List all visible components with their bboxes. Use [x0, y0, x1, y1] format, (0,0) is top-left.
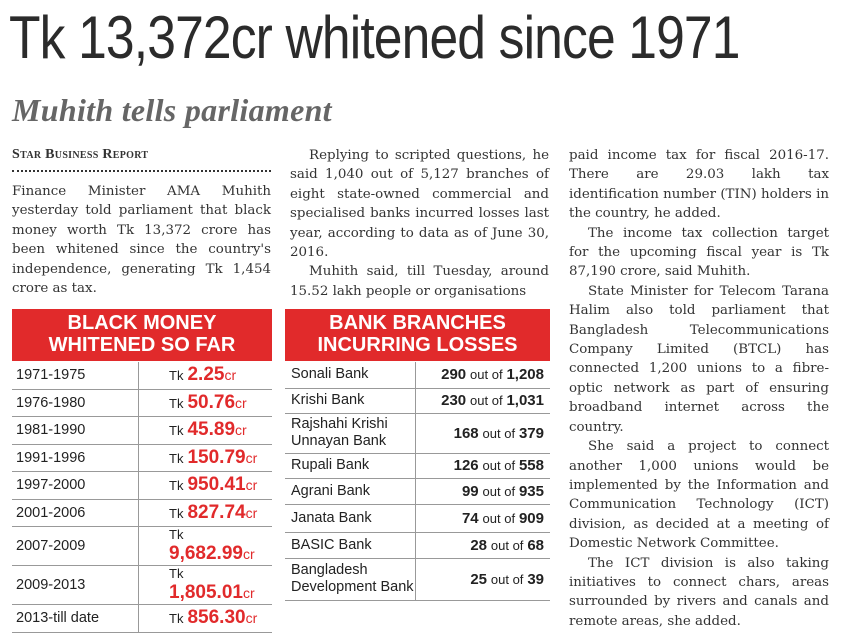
bank-name-cell: Janata Bank [285, 504, 416, 532]
table-row [285, 388, 550, 413]
unit-label: cr [245, 477, 258, 494]
black-money-table-title [12, 309, 272, 361]
total-count: 909 [518, 509, 544, 527]
currency-label: Tk [169, 527, 184, 542]
out-of-label: out of [482, 458, 516, 473]
table-row [285, 504, 550, 532]
bank-name-cell: BASIC Bank [285, 532, 416, 558]
currency-label: Tk [169, 423, 184, 439]
table-row [12, 389, 272, 417]
loss-count: 25 [470, 570, 487, 588]
unit-label: cr [245, 610, 258, 627]
paragraph: Muhith said, till Tuesday, around 15.52 lakh people or organisations [290, 264, 549, 299]
paragraph: She said a project to connect another 1,000 unions would be implemented by the Information and Communication Technology (ICT) division, as decided at a meeting of Domestic Network Committee. [569, 439, 829, 552]
amount-cell [139, 417, 273, 445]
out-of-label: out of [470, 367, 503, 383]
table-row [12, 472, 272, 500]
loss-cell [416, 388, 551, 413]
loss-cell [416, 362, 551, 388]
article-column-3 [569, 146, 829, 631]
total-count: 379 [518, 424, 544, 442]
byline: Star Business Report [12, 147, 149, 162]
currency-label: Tk [169, 611, 184, 627]
paragraph: The ICT division is also taking initiatives to connect chars, areas surrounded by rivers and canals and remote areas, she added. [569, 555, 829, 629]
paragraph: The income tax collection target for the upcoming fiscal year is Tk 87,190 crore, said Muhith. [569, 225, 829, 280]
out-of-label: out of [490, 537, 524, 553]
loss-cell [416, 532, 551, 558]
unit-label: cr [235, 422, 247, 439]
table-row [12, 444, 272, 472]
total-count: 39 [527, 570, 544, 588]
table-row [285, 478, 550, 504]
period-cell: 1971-1975 [12, 362, 139, 389]
amount-cell [139, 362, 273, 389]
black-money-table [12, 362, 272, 633]
amount-value: 1,805.01 [169, 582, 243, 603]
dotted-divider [12, 170, 271, 172]
article-column-2 [290, 146, 549, 301]
headline: Tk 13,372cr whitened since 1971 [9, 4, 740, 71]
title-line: BANK BRANCHES [329, 312, 506, 334]
period-cell: 1991-1996 [12, 444, 139, 472]
total-count: 1,208 [506, 366, 544, 384]
bank-name-cell: Bangladesh Development Bank [285, 558, 416, 600]
currency-label: Tk [169, 450, 184, 466]
bank-name-cell: Rajshahi Krishi Unnayan Bank [285, 413, 416, 453]
paragraph: Finance Minister AMA Muhith yesterday told parliament that black money worth Tk 13,372 crore has been whitened since the country's independence, generating Tk 1,454 crore as tax. [12, 184, 271, 297]
table-row [12, 605, 272, 633]
total-count: 1,031 [506, 392, 544, 409]
amount-cell [139, 566, 273, 605]
period-cell: 2007-2009 [12, 527, 139, 566]
unit-label: cr [245, 504, 258, 521]
table-row [285, 532, 550, 558]
loss-count: 126 [453, 457, 479, 474]
currency-label: Tk [169, 566, 184, 581]
table-row [285, 453, 550, 478]
period-cell: 1997-2000 [12, 472, 139, 500]
loss-count: 168 [453, 424, 479, 442]
title-line: INCURRING LOSSES [317, 334, 518, 356]
amount-cell [139, 444, 273, 472]
loss-cell [416, 413, 551, 453]
bank-name-cell: Krishi Bank [285, 388, 416, 413]
amount-value: 45.89 [187, 419, 236, 441]
bank-name-cell: Sonali Bank [285, 362, 416, 388]
table-row [12, 362, 272, 389]
amount-value: 150.79 [187, 446, 246, 468]
loss-cell [416, 453, 551, 478]
period-cell: 2013-till date [12, 605, 139, 633]
paragraph: paid income tax for fiscal 2016-17. There are 29.03 lakh tax identification number (TIN) holders in the country, he added. [569, 148, 829, 222]
out-of-label: out of [482, 483, 516, 499]
loss-count: 99 [461, 482, 479, 500]
title-line: WHITENED SO FAR [48, 334, 236, 356]
currency-label: Tk [169, 505, 184, 521]
amount-value: 9,682.99 [169, 543, 243, 564]
amount-cell [139, 499, 273, 527]
table-row [285, 413, 550, 453]
table-row [285, 362, 550, 388]
loss-cell [416, 558, 551, 600]
subheadline: Muhith tells parliament [12, 92, 332, 128]
unit-label: cr [235, 394, 247, 411]
out-of-label: out of [470, 393, 503, 408]
amount-cell [139, 605, 273, 633]
total-count: 935 [518, 482, 544, 500]
currency-label: Tk [169, 395, 184, 411]
out-of-label: out of [490, 571, 524, 587]
loss-cell [416, 478, 551, 504]
period-cell: 1976-1980 [12, 389, 139, 417]
loss-count: 74 [461, 509, 479, 527]
amount-cell [139, 389, 273, 417]
unit-label: cr [242, 546, 255, 562]
paragraph: Replying to scripted questions, he said 1,040 out of 5,127 branches of eight state-owned commercial and specialised banks incurred losses last year, according to data as of June 30, 2016. [290, 148, 549, 261]
paragraph: State Minister for Telecom Tarana Halim also told parliament that Bangladesh Telecommunications Company Limited (BTCL) has connected 1,200 unions to a fibre-optic network as part of ensuring broadband internet across the country. [569, 283, 829, 435]
amount-cell [139, 527, 273, 566]
loss-count: 230 [441, 392, 467, 409]
unit-label: cr [224, 367, 237, 384]
amount-value: 2.25 [187, 364, 225, 386]
amount-value: 827.74 [187, 501, 246, 523]
total-count: 558 [518, 457, 544, 474]
article-column-1 [12, 182, 271, 298]
currency-label: Tk [169, 478, 184, 494]
bank-losses-table [285, 362, 550, 601]
loss-cell [416, 504, 551, 532]
table-row [12, 417, 272, 445]
amount-cell [139, 472, 273, 500]
table-row [12, 527, 272, 566]
table-row [12, 499, 272, 527]
total-count: 68 [527, 536, 544, 554]
loss-count: 28 [470, 536, 487, 554]
amount-value: 50.76 [187, 391, 236, 413]
loss-count: 290 [441, 366, 467, 384]
bank-name-cell: Agrani Bank [285, 478, 416, 504]
out-of-label: out of [482, 510, 516, 526]
period-cell: 2009-2013 [12, 566, 139, 605]
bank-losses-table-title [285, 309, 550, 361]
unit-label: cr [242, 585, 255, 601]
amount-value: 856.30 [187, 607, 246, 629]
amount-value: 950.41 [187, 474, 246, 496]
period-cell: 1981-1990 [12, 417, 139, 445]
out-of-label: out of [482, 425, 516, 441]
period-cell: 2001-2006 [12, 499, 139, 527]
bank-name-cell: Rupali Bank [285, 453, 416, 478]
unit-label: cr [245, 449, 258, 466]
currency-label: Tk [169, 368, 184, 384]
table-row [285, 558, 550, 600]
title-line: BLACK MONEY [67, 312, 217, 334]
table-row [12, 566, 272, 605]
